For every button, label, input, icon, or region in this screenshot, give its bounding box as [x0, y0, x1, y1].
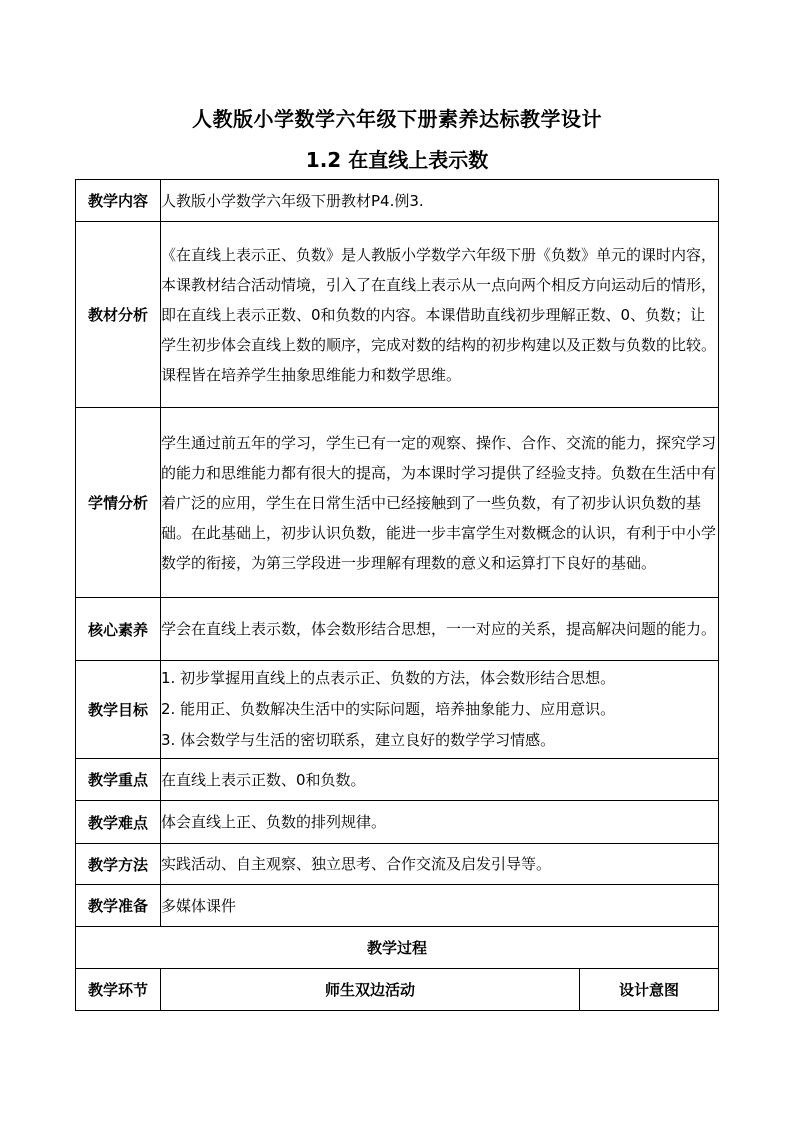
- col-header-stage: 教学环节: [76, 969, 161, 1011]
- col-header-intent: 设计意图: [580, 969, 719, 1011]
- goal-item: 1. 初步掌握用直线上的点表示正、负数的方法，体会数形结合思想。: [161, 669, 616, 687]
- label-teaching-method: 教学方法: [76, 844, 161, 885]
- row-teaching-difficulty: [76, 801, 719, 844]
- value-teaching-difficulty: 体会直线上正、负数的排列规律。: [161, 801, 719, 844]
- process-heading: 教学过程: [76, 927, 719, 969]
- lesson-plan-table: [75, 179, 719, 1011]
- value-teaching-focus: 在直线上表示正数、0和负数。: [161, 759, 719, 801]
- label-student-analysis: 学情分析: [76, 408, 161, 598]
- goal-item: 3. 体会数学与生活的密切联系，建立良好的数学学习情感。: [161, 731, 556, 749]
- lesson-title: 1.2 在直线上表示数: [305, 148, 489, 172]
- label-teaching-focus: 教学重点: [76, 759, 161, 801]
- value-student-analysis: 学生通过前五年的学习，学生已有一定的观察、操作、合作、交流的能力，探究学习的能力和思维能力都有很大的提高，为本课时学习提供了经验支持。负数在生活中有着广泛的应用，学生在日常生活中已经接触到了一些负数，有了初步认识负数的基础。在此基础上，初步认识负数，能进一步丰富学生对数概念的认识，有利于中小学数学的衔接，为第三学段进一步理解有理数的意义和运算打下良好的基础。: [161, 408, 719, 598]
- label-teaching-difficulty: 教学难点: [76, 801, 161, 844]
- row-process-heading: [76, 927, 719, 969]
- row-core-literacy: [76, 598, 719, 661]
- row-teaching-focus: [76, 759, 719, 801]
- document-title: 人教版小学数学六年级下册素养达标教学设计: [192, 107, 602, 131]
- row-student-analysis: [76, 408, 719, 598]
- label-material-analysis: 教材分析: [76, 222, 161, 408]
- value-teaching-preparation: 多媒体课件: [161, 885, 719, 927]
- value-teaching-method: 实践活动、自主观察、独立思考、合作交流及启发引导等。: [161, 844, 719, 885]
- col-header-activity: 师生双边活动: [161, 969, 580, 1011]
- row-teaching-content: [76, 180, 719, 222]
- label-teaching-preparation: 教学准备: [76, 885, 161, 927]
- row-material-analysis: [76, 222, 719, 408]
- value-core-literacy: 学会在直线上表示数，体会数形结合思想，一一对应的关系，提高解决问题的能力。: [161, 598, 719, 661]
- value-material-analysis: 《在直线上表示正、负数》是人教版小学数学六年级下册《负数》单元的课时内容，本课教材结合活动情境，引入了在直线上表示从一点向两个相反方向运动后的情形，即在直线上表示正数、0和负数的内容。本课借助直线初步理解正数、0、负数；让学生初步体会直线上数的顺序，完成对数的结构的初步构建以及正数与负数的比较。课程皆在培养学生抽象思维能力和数学思维。: [161, 222, 719, 408]
- label-core-literacy: 核心素养: [76, 598, 161, 661]
- value-teaching-content: 人教版小学数学六年级下册教材P4.例3.: [161, 180, 719, 222]
- row-teaching-preparation: [76, 885, 719, 927]
- row-teaching-goals: [76, 661, 719, 759]
- label-teaching-content: 教学内容: [76, 180, 161, 222]
- label-teaching-goals: 教学目标: [76, 661, 161, 759]
- value-teaching-goals: [161, 661, 719, 759]
- row-process-columns: [76, 969, 719, 1011]
- goal-item: 2. 能用正、负数解决生活中的实际问题，培养抽象能力、应用意识。: [161, 700, 616, 718]
- row-teaching-method: [76, 844, 719, 885]
